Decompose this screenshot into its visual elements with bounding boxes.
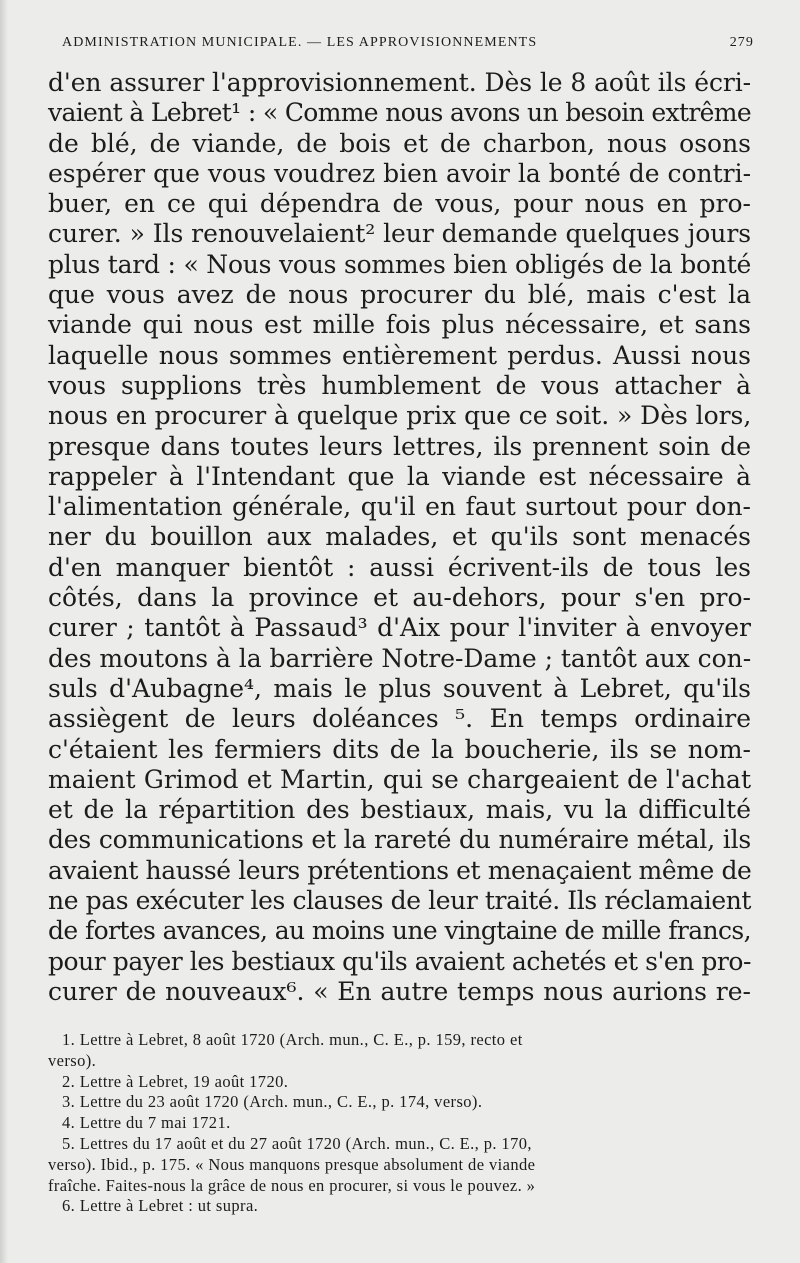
body-line: ner du bouillon aux malades, et qu'ils sont menacés	[48, 522, 751, 552]
running-title: ADMINISTRATION MUNICIPALE. — LES APPROVISIONNEMENTS	[62, 35, 538, 50]
body-line: avaient haussé leurs prétentions et menaçaient même de	[48, 855, 752, 885]
footnote-number: 2.	[62, 1071, 76, 1091]
body-line: que vous avez de nous procurer du blé, mais c'est la	[48, 280, 751, 310]
footnotes	[48, 1030, 755, 1217]
body-line: laquelle nous sommes entièrement perdus. Aussi nous	[48, 340, 751, 370]
body-line: viande qui nous est mille fois plus nécessaire, et sans	[48, 310, 751, 340]
footnote-5	[48, 1134, 755, 1196]
footnote-1	[48, 1030, 755, 1072]
footnote-text-cont: verso). Ibid., p. 175. « Nous manquons presque absolument de viande	[48, 1154, 536, 1174]
body-line: suls d'Aubagne⁴, mais le plus souvent à Lebret, qu'ils	[48, 673, 751, 703]
body-line: presque dans toutes leurs lettres, ils prennent soin de	[48, 431, 751, 461]
main-body-text	[48, 68, 751, 1007]
body-line: maient Grimod et Martin, qui se chargeaient de l'achat	[48, 764, 751, 794]
footnote-text: Lettre à Lebret, 8 août 1720 (Arch. mun., C. E., p. 159, recto et	[79, 1030, 523, 1049]
body-line: curer de nouveaux⁶. « En autre temps nous aurions re-	[48, 976, 751, 1006]
footnote-text: Lettre du 23 août 1720 (Arch. mun., C. E., p. 174, verso).	[79, 1092, 483, 1112]
footnote-number: 6.	[62, 1196, 76, 1216]
body-line: des moutons à la barrière Notre-Dame ; tantôt aux con-	[48, 643, 752, 673]
body-line: ne pas exécuter les clauses de leur traité. Ils réclamaient	[48, 886, 752, 916]
body-line: nous en procurer à quelque prix que ce soit. » Dès lors,	[48, 401, 752, 431]
body-line: de blé, de viande, de bois et de charbon, nous osons	[48, 128, 751, 158]
body-line: d'en manquer bientôt : aussi écrivent-ils de tous les	[48, 552, 751, 582]
body-line: l'alimentation générale, qu'il en faut surtout pour don-	[48, 492, 751, 522]
body-line: curer. » Ils renouvelaient² leur demande quelques jours	[48, 219, 751, 249]
body-line: assiègent de leurs doléances ⁵. En temps ordinaire	[48, 704, 751, 734]
body-line: d'en assurer l'approvisionnement. Dès le 8 août ils écri-	[48, 68, 751, 97]
page-number: 279	[729, 35, 754, 50]
footnote-6	[48, 1196, 755, 1217]
footnote-number: 3.	[62, 1092, 76, 1112]
body-line: curer ; tantôt à Passaud³ d'Aix pour l'inviter à envoyer	[48, 613, 751, 643]
body-line: des communications et la rareté du numéraire métal, ils	[48, 825, 751, 855]
footnote-2	[48, 1072, 755, 1093]
footnote-text-cont: verso).	[48, 1050, 97, 1070]
footnote-text: Lettre à Lebret, 19 août 1720.	[79, 1071, 289, 1091]
footnote-4	[48, 1113, 755, 1134]
running-header	[62, 35, 754, 51]
body-line: vaient à Lebret¹ : « Comme nous avons un besoin extrême	[48, 98, 751, 128]
footnote-number: 5.	[62, 1133, 76, 1153]
footnote-text: Lettres du 17 août et du 27 août 1720 (Arch. mun., C. E., p. 170,	[79, 1133, 532, 1153]
footnote-number: 1.	[62, 1030, 76, 1049]
body-line: espérer que vous voudrez bien avoir la bonté de contri-	[48, 158, 752, 188]
body-line: vous supplions très humblement de vous attacher à	[48, 370, 751, 400]
body-line: côtés, dans la province et au-dehors, pour s'en pro-	[48, 583, 751, 613]
body-line: c'étaient les fermiers dits de la boucherie, ils se nom-	[48, 734, 751, 764]
footnote-text: Lettre du 7 mai 1721.	[79, 1113, 231, 1133]
body-line: de fortes avances, au moins une vingtaine de mille francs,	[48, 916, 751, 946]
body-line: rappeler à l'Intendant que la viande est nécessaire à	[48, 461, 751, 491]
page-edge-shadow	[0, 0, 8, 1263]
body-line: et de la répartition des bestiaux, mais, vu la difficulté	[48, 795, 751, 825]
body-line: pour payer les bestiaux qu'ils avaient achetés et s'en pro-	[48, 946, 751, 976]
body-line: plus tard : « Nous vous sommes bien obligés de la bonté	[48, 249, 752, 279]
body-line: buer, en ce qui dépendra de vous, pour nous en pro-	[48, 189, 751, 219]
footnote-text-cont: fraîche. Faites-nous la grâce de nous en procurer, si vous le pouvez. »	[48, 1175, 536, 1195]
footnote-text: Lettre à Lebret : ut supra.	[79, 1196, 259, 1216]
footnote-number: 4.	[62, 1113, 76, 1133]
footnote-3	[48, 1092, 755, 1113]
